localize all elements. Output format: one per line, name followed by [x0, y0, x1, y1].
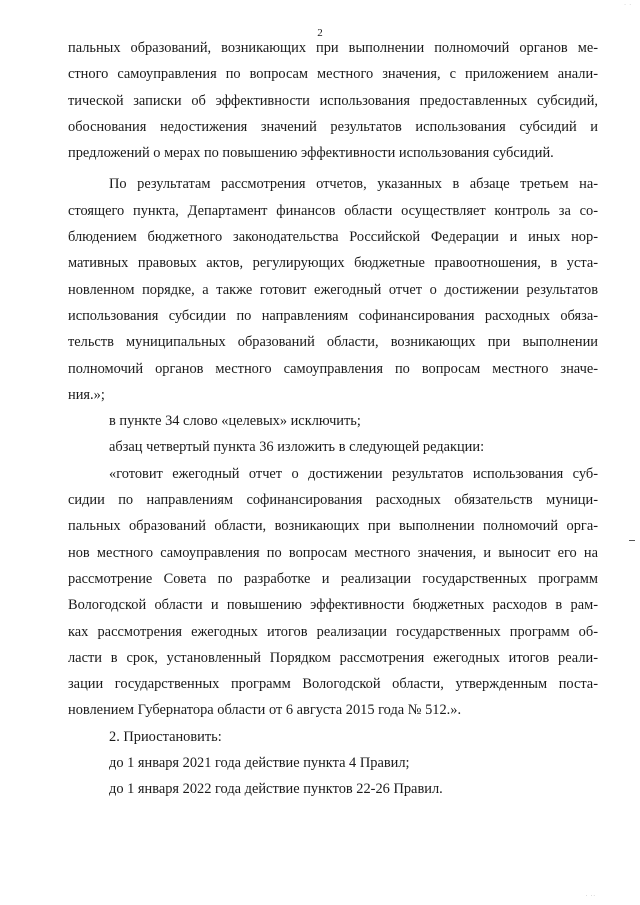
scan-mark-bottom: · ··: [585, 893, 596, 899]
text-line: пальных образований области, возникающих при выполнении полномочий орга-: [68, 518, 598, 535]
paragraph-suspend-items-22-26: [68, 776, 598, 802]
paragraph-item-36-text: [68, 461, 598, 724]
text-line: в пункте 34 слово «целевых» исключить;: [109, 413, 361, 430]
paragraph-item-36-intro: [68, 434, 598, 460]
text-line: мативных правовых актов, регулирующих бюджетные правоотношения, в уста-: [68, 255, 598, 272]
text-line: стного самоуправления по вопросам местного значения, с приложением анали-: [68, 66, 598, 83]
text-line: новлением Губернатора области от 6 августа 2015 года № 512.».: [68, 702, 462, 719]
text-line: до 1 января 2022 года действие пунктов 22-26 Правил.: [109, 781, 443, 798]
paragraph-item-34: [68, 408, 598, 434]
margin-mark: [629, 540, 635, 541]
text-line: нов местного самоуправления по вопросам местного значения, и выносит его на: [68, 544, 598, 561]
text-line: Вологодской области и повышению эффективности бюджетных расходов в рам-: [68, 597, 598, 614]
scan-mark-top: · ·: [624, 2, 632, 8]
paragraph-continuation: [68, 35, 598, 166]
text-line: По результатам рассмотрения отчетов, указанных в абзаце третьем на-: [109, 176, 598, 193]
text-line: блюдением бюджетного законодательства Российской Федерации и иных нор-: [68, 229, 598, 246]
text-line: сидии по направлениям софинансирования расходных обязательств муници-: [68, 492, 598, 509]
text-line: тельств муниципальных образований области, возникающих при выполнении: [68, 334, 598, 351]
page-number: 2: [317, 27, 323, 39]
text-line: абзац четвертый пункта 36 изложить в следующей редакции:: [109, 439, 485, 456]
text-line: использования субсидии по направлениям софинансирования расходных обяза-: [68, 307, 598, 324]
text-line: обоснования недостижения значений результатов использования субсидий и: [68, 118, 598, 135]
text-line: ласти в срок, установленный Порядком рассмотрения ежегодных итогов реали-: [68, 649, 598, 666]
text-line: тической записки об эффективности использования предоставленных субсидий,: [68, 92, 598, 109]
text-line: зации государственных программ Вологодской области, утвержденным поста-: [68, 676, 598, 693]
document-body: [68, 35, 598, 803]
text-line: ния.»;: [68, 386, 105, 403]
text-line: ках рассмотрения ежегодных итогов реализации государственных программ об-: [68, 623, 598, 640]
text-line: рассмотрение Совета по разработке и реализации государственных программ: [68, 570, 598, 587]
text-line: пальных образований, возникающих при выполнении полномочий органов ме-: [68, 40, 598, 56]
paragraph-review-results: [68, 171, 598, 408]
paragraph-suspend-item-4: [68, 750, 598, 776]
text-line: 2. Приостановить:: [109, 728, 222, 745]
text-line: новленном порядке, а также готовит ежегодный отчет о достижении результатов: [68, 281, 598, 298]
text-line: полномочий органов местного самоуправления по вопросам местного значе-: [68, 360, 598, 377]
text-line: стоящего пункта, Департамент финансов области осуществляет контроль за со-: [68, 202, 598, 219]
text-line: «готовит ежегодный отчет о достижении результатов использования суб-: [109, 465, 598, 482]
text-line: предложений о мерах по повышению эффективности использования субсидий.: [68, 145, 554, 162]
text-line: до 1 января 2021 года действие пункта 4 Правил;: [109, 755, 410, 772]
paragraph-suspend-heading: [68, 724, 598, 750]
